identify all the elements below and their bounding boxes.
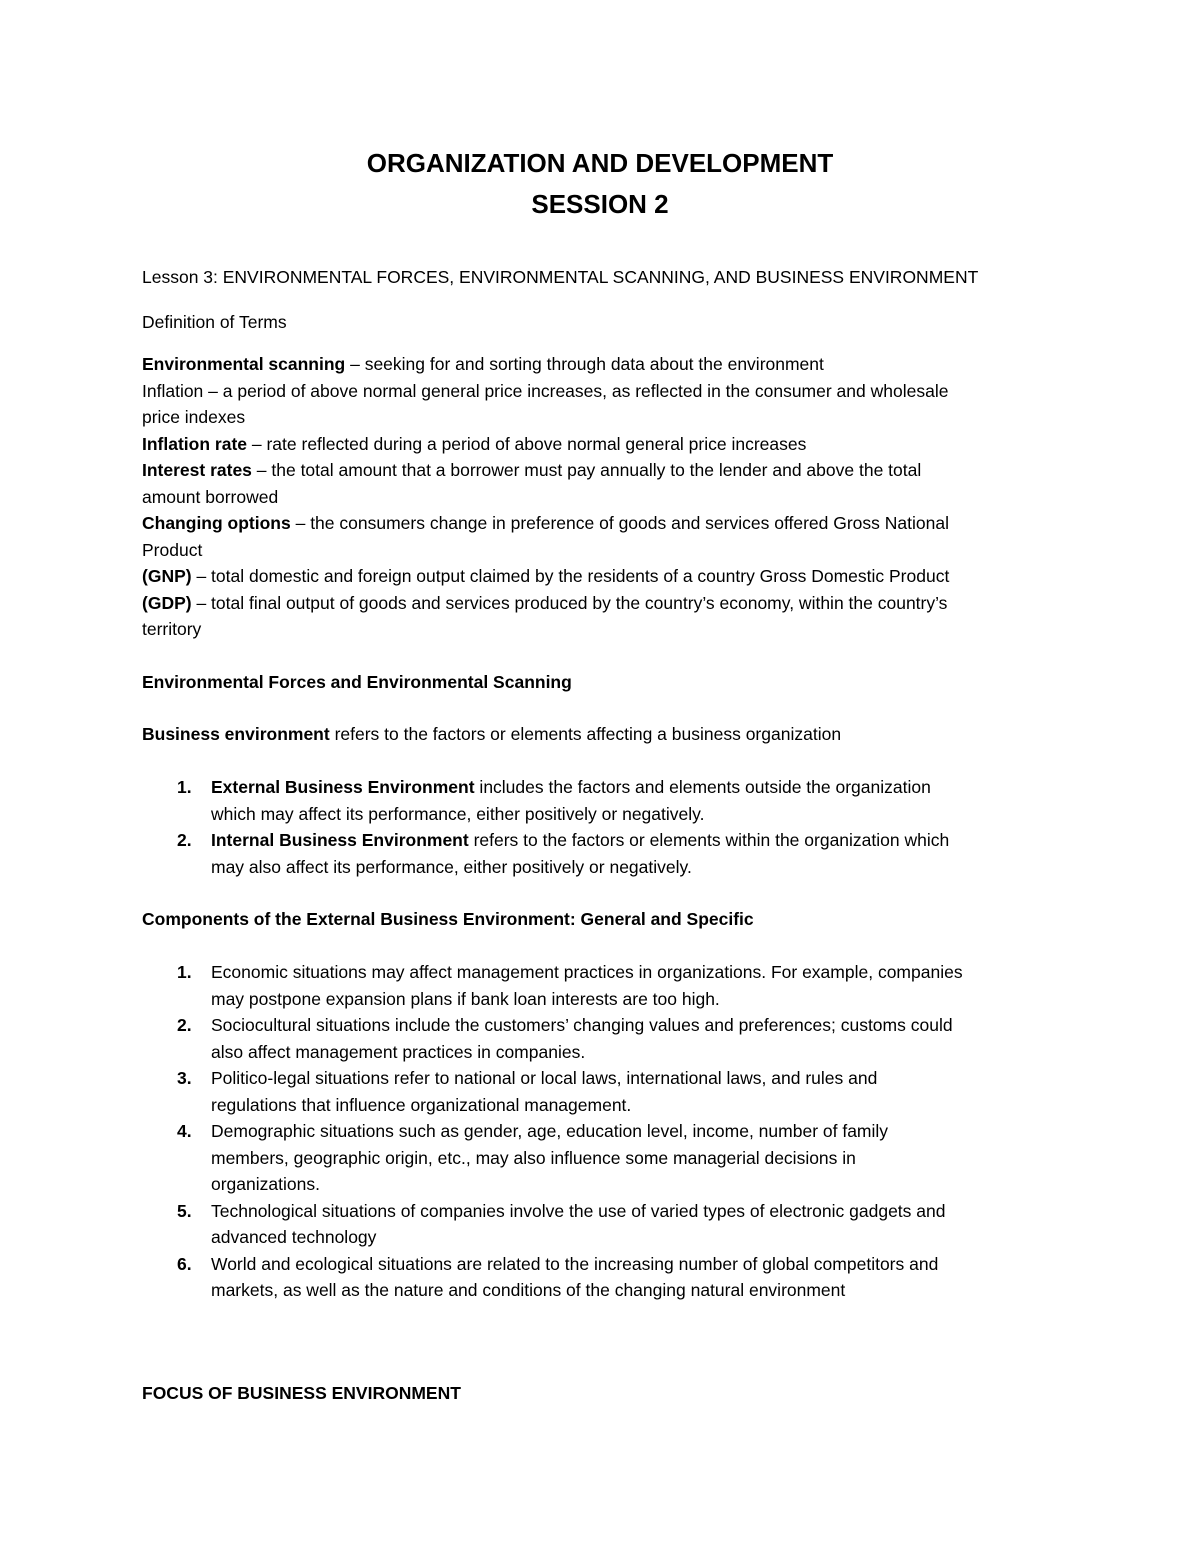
session-subtitle: SESSION 2 [531, 189, 669, 219]
definition-term: Inflation rate [142, 433, 248, 454]
definition-term: Changing options [142, 513, 291, 533]
definition-gdp [142, 590, 1072, 617]
list-item-term: Internal Business Environment [211, 830, 469, 850]
definition-term: (GDP) [142, 592, 192, 613]
focus-heading-text: FOCUS OF BUSINESS ENVIRONMENT [142, 1383, 461, 1403]
definition-text: price indexes [142, 407, 246, 427]
list-item-line: advanced technology [211, 1227, 377, 1247]
list-item-line [211, 774, 1072, 801]
definition-text: – rate reflected during a period of above normal general price increases [247, 433, 807, 454]
definition-text: territory [142, 619, 202, 639]
list-number: 2. [177, 1015, 192, 1035]
forces-heading [142, 669, 1072, 696]
definition-inflation-rate [142, 431, 1072, 458]
list-item [142, 827, 1072, 880]
definition-interest-rates [142, 457, 1072, 484]
focus-heading [142, 1380, 1072, 1407]
list-item-line: markets, as well as the nature and conditions of the changing natural environment [211, 1280, 846, 1300]
list-item [142, 1251, 1072, 1304]
definition-text: amount borrowed [142, 486, 279, 507]
list-item-line: which may affect its performance, either positively or negatively. [211, 803, 705, 824]
list-item [142, 1012, 1072, 1065]
list-item [142, 1118, 1072, 1198]
definitions-heading [142, 309, 1072, 336]
lesson-text: Lesson 3: ENVIRONMENTAL FORCES, ENVIRONMENTAL SCANNING, AND BUSINESS ENVIRONMENT [142, 267, 979, 287]
definition-term: (GNP) [142, 566, 192, 586]
list-item [142, 1198, 1072, 1251]
list-item-line: Technological situations of companies involve the use of varied types of electronic gadgets and [211, 1200, 946, 1221]
list-item-line: Demographic situations such as gender, age, education level, income, number of family [211, 1121, 889, 1141]
definition-inflation-cont [142, 404, 1072, 431]
components-heading-text: Components of the External Business Environment: General and Specific [142, 909, 754, 929]
definition-text: – the total amount that a borrower must pay annually to the lender and above the total [251, 460, 922, 480]
list-item-line: also affect management practices in companies. [211, 1041, 586, 1062]
list-item-text: includes the factors and elements outside the organization [474, 777, 931, 797]
definition-changing-options [142, 510, 1072, 537]
definition-inflation [142, 378, 1072, 405]
list-item-line: members, geographic origin, etc., may also influence some managerial decisions in [211, 1147, 856, 1168]
list-number: 2. [177, 830, 192, 850]
definition-changing-options-cont [142, 537, 1072, 564]
list-item-line: may also affect its performance, either positively or negatively. [211, 856, 692, 877]
list-number: 3. [177, 1068, 192, 1088]
list-item-line: Sociocultural situations include the customers’ changing values and preferences; customs could [211, 1015, 953, 1035]
definition-term: Environmental scanning [142, 354, 346, 374]
list-item-term: External Business Environment [211, 777, 475, 797]
list-number: 6. [177, 1253, 192, 1274]
list-item-text: refers to the factors or elements within the organization which [468, 830, 950, 850]
forces-heading-text: Environmental Forces and Environmental Scanning [142, 672, 572, 692]
definition-text: Inflation – a period of above normal general price increases, as reflected in the consumer and wholesale [142, 380, 949, 401]
definition-text: – the consumers change in preference of goods and services offered Gross National [290, 513, 949, 533]
list-item-line: organizations. [211, 1174, 320, 1194]
list-number: 4. [177, 1121, 192, 1141]
definition-gnp [142, 563, 1072, 590]
list-item-line: World and ecological situations are related to the increasing number of global competitors and [211, 1253, 939, 1274]
business-environment-line [142, 721, 1072, 748]
definition-environmental-scanning [142, 351, 1072, 378]
list-item-line [211, 827, 1072, 854]
definition-gdp-cont [142, 616, 1072, 643]
definitions-heading-text: Definition of Terms [142, 312, 287, 332]
definition-text: – seeking for and sorting through data about the environment [345, 354, 824, 374]
definition-text: – total domestic and foreign output claimed by the residents of a country Gross Domestic Product [191, 566, 950, 586]
list-item [142, 959, 1072, 1012]
definition-interest-rates-cont [142, 484, 1072, 511]
list-number: 5. [177, 1200, 192, 1221]
lesson-heading [142, 264, 1072, 291]
list-item-line: may postpone expansion plans if bank loan interests are too high. [211, 988, 720, 1009]
definition-term: Interest rates [142, 460, 252, 480]
list-number: 1. [177, 962, 192, 982]
environment-types-list [142, 774, 1072, 880]
list-item-line: Politico-legal situations refer to national or local laws, international laws, and rules and [211, 1068, 878, 1088]
business-environment-paragraph [142, 721, 1072, 748]
list-item [142, 1065, 1072, 1118]
definition-text: Product [142, 539, 203, 560]
list-item [142, 774, 1072, 827]
document-title: ORGANIZATION AND DEVELOPMENT [366, 148, 834, 178]
definitions-list [142, 351, 1072, 643]
components-list [142, 959, 1072, 1304]
components-heading [142, 906, 1072, 933]
list-number: 1. [177, 777, 192, 797]
list-item-line: Economic situations may affect management practices in organizations. For example, companies [211, 962, 963, 982]
definition-text: – total final output of goods and services produced by the country’s economy, within the country’s [191, 592, 948, 613]
list-item-line: regulations that influence organizational management. [211, 1094, 632, 1115]
business-environment-term: Business environment [142, 724, 330, 744]
business-environment-text: refers to the factors or elements affecting a business organization [329, 724, 842, 744]
